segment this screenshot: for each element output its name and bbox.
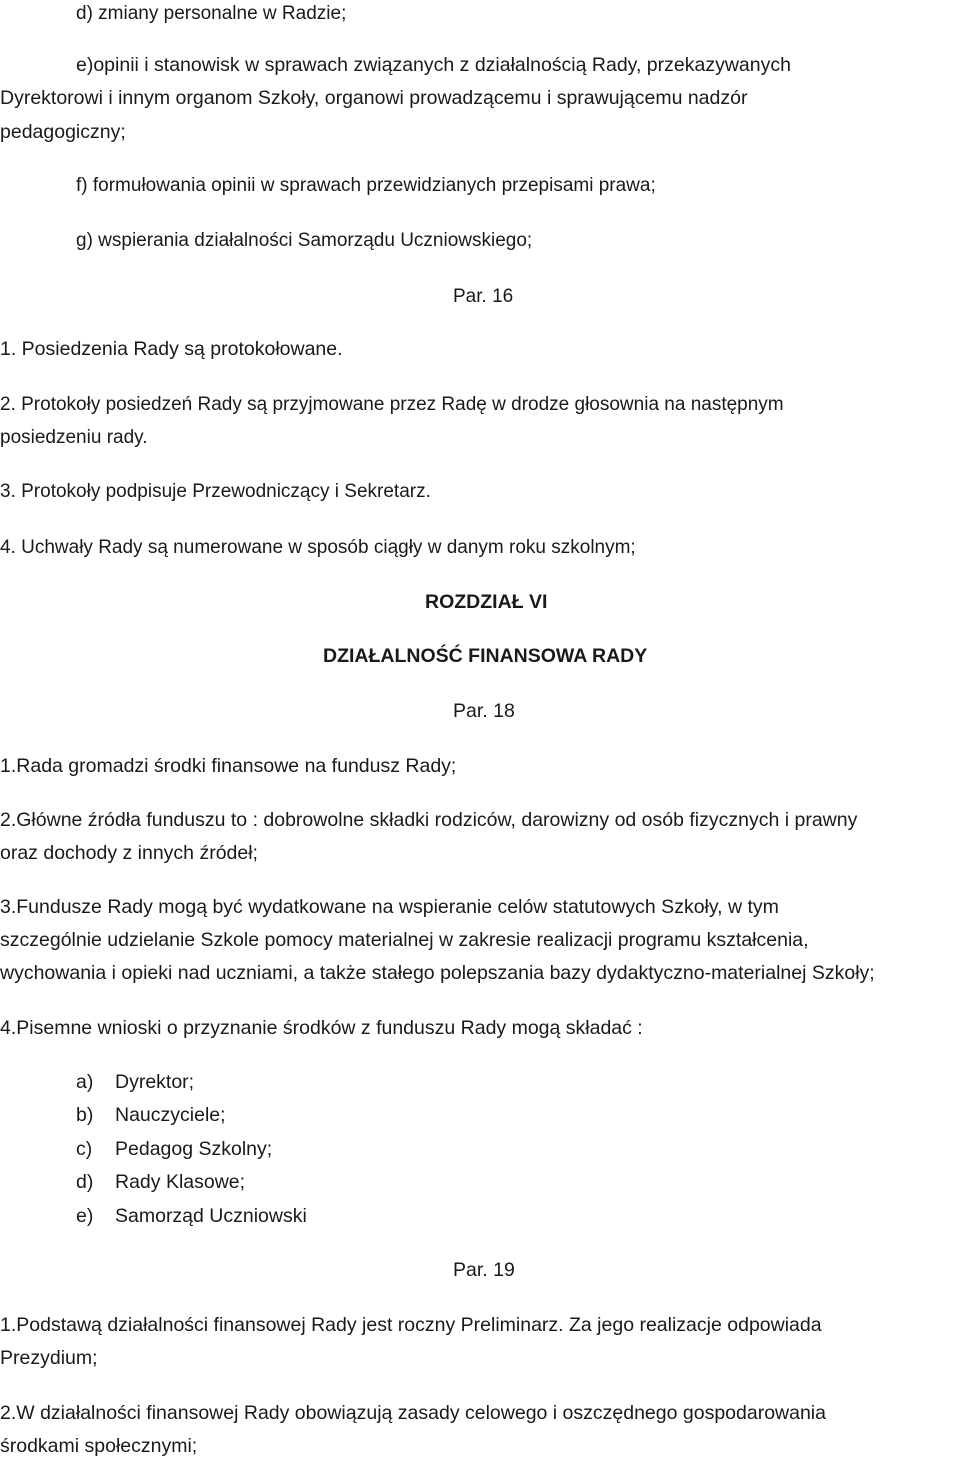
paragraph-18-heading: Par. 18 xyxy=(453,700,515,722)
par19-point-2-line-2: środkami społecznymi; xyxy=(0,1435,198,1457)
par18-point-1: 1.Rada gromadzi środki finansowe na fundusz Rady; xyxy=(0,755,457,777)
par19-point-2-line-1: 2.W działalności finansowej Rady obowiązują zasady celowego i oszczędnego gospodarowania xyxy=(0,1402,826,1424)
list-marker: a) xyxy=(76,1071,94,1093)
item-e-line-3: pedagogiczny; xyxy=(0,121,126,143)
par16-point-4: 4. Uchwały Rady są numerowane w sposób ciągły w danym roku szkolnym; xyxy=(0,537,636,558)
par18-point-3-line-1: 3.Fundusze Rady mogą być wydatkowane na wspieranie celów statutowych Szkoły, w tym xyxy=(0,896,779,918)
list-item: Rady Klasowe; xyxy=(115,1171,246,1193)
par19-point-1-line-2: Prezydium; xyxy=(0,1347,98,1369)
list-item: Nauczyciele; xyxy=(115,1104,226,1126)
par16-point-2-line-2: posiedzeniu rady. xyxy=(0,427,148,448)
list-item: Samorząd Uczniowski xyxy=(115,1205,307,1227)
par16-point-1: 1. Posiedzenia Rady są protokołowane. xyxy=(0,338,343,360)
list-item: Pedagog Szkolny; xyxy=(115,1138,273,1160)
par18-point-3-line-3: wychowania i opieki nad uczniami, a także stałego polepszania bazy dydaktyczno-materialnej Szkoły; xyxy=(0,962,875,984)
list-marker: c) xyxy=(76,1138,93,1160)
paragraph-16-heading: Par. 16 xyxy=(453,286,514,307)
par19-point-1-line-1: 1.Podstawą działalności finansowej Rady jest roczny Preliminarz. Za jego realizacje odpowiada xyxy=(0,1314,822,1336)
par18-point-2-line-2: oraz dochody z innych źródeł; xyxy=(0,842,258,864)
list-marker: e) xyxy=(76,1205,94,1227)
item-e-line-1: e)opinii i stanowisk w sprawach związanych z działalnością Rady, przekazywanych xyxy=(76,54,791,76)
chapter-heading: ROZDZIAŁ VI xyxy=(425,591,548,613)
par16-point-3: 3. Protokoły podpisuje Przewodniczący i Sekretarz. xyxy=(0,481,431,502)
list-marker: b) xyxy=(76,1104,94,1126)
par18-point-4: 4.Pisemne wnioski o przyznanie środków z funduszu Rady mogą składać : xyxy=(0,1017,643,1039)
list-marker: d) xyxy=(76,1171,94,1193)
par18-point-3-line-2: szczególnie udzielanie Szkole pomocy materialnej w zakresie realizacji programu kształcenia, xyxy=(0,929,809,951)
item-f: f) formułowania opinii w sprawach przewidzianych przepisami prawa; xyxy=(76,175,656,196)
item-d-personnel-changes: d) zmiany personalne w Radzie; xyxy=(76,3,347,24)
item-g: g) wspierania działalności Samorządu Uczniowskiego; xyxy=(76,230,533,251)
list-item: Dyrektor; xyxy=(115,1071,195,1093)
par18-point-2-line-1: 2.Główne źródła funduszu to : dobrowolne składki rodziców, darowizny od osób fizycznych i prawny xyxy=(0,809,858,831)
chapter-title: DZIAŁALNOŚĆ FINANSOWA RADY xyxy=(323,645,648,667)
par16-point-2-line-1: 2. Protokoły posiedzeń Rady są przyjmowane przez Radę w drodze głosownia na następnym xyxy=(0,394,784,415)
item-e-line-2: Dyrektorowi i innym organom Szkoły, organowi prowadzącemu i sprawującemu nadzór xyxy=(0,87,748,109)
paragraph-19-heading: Par. 19 xyxy=(453,1259,515,1281)
